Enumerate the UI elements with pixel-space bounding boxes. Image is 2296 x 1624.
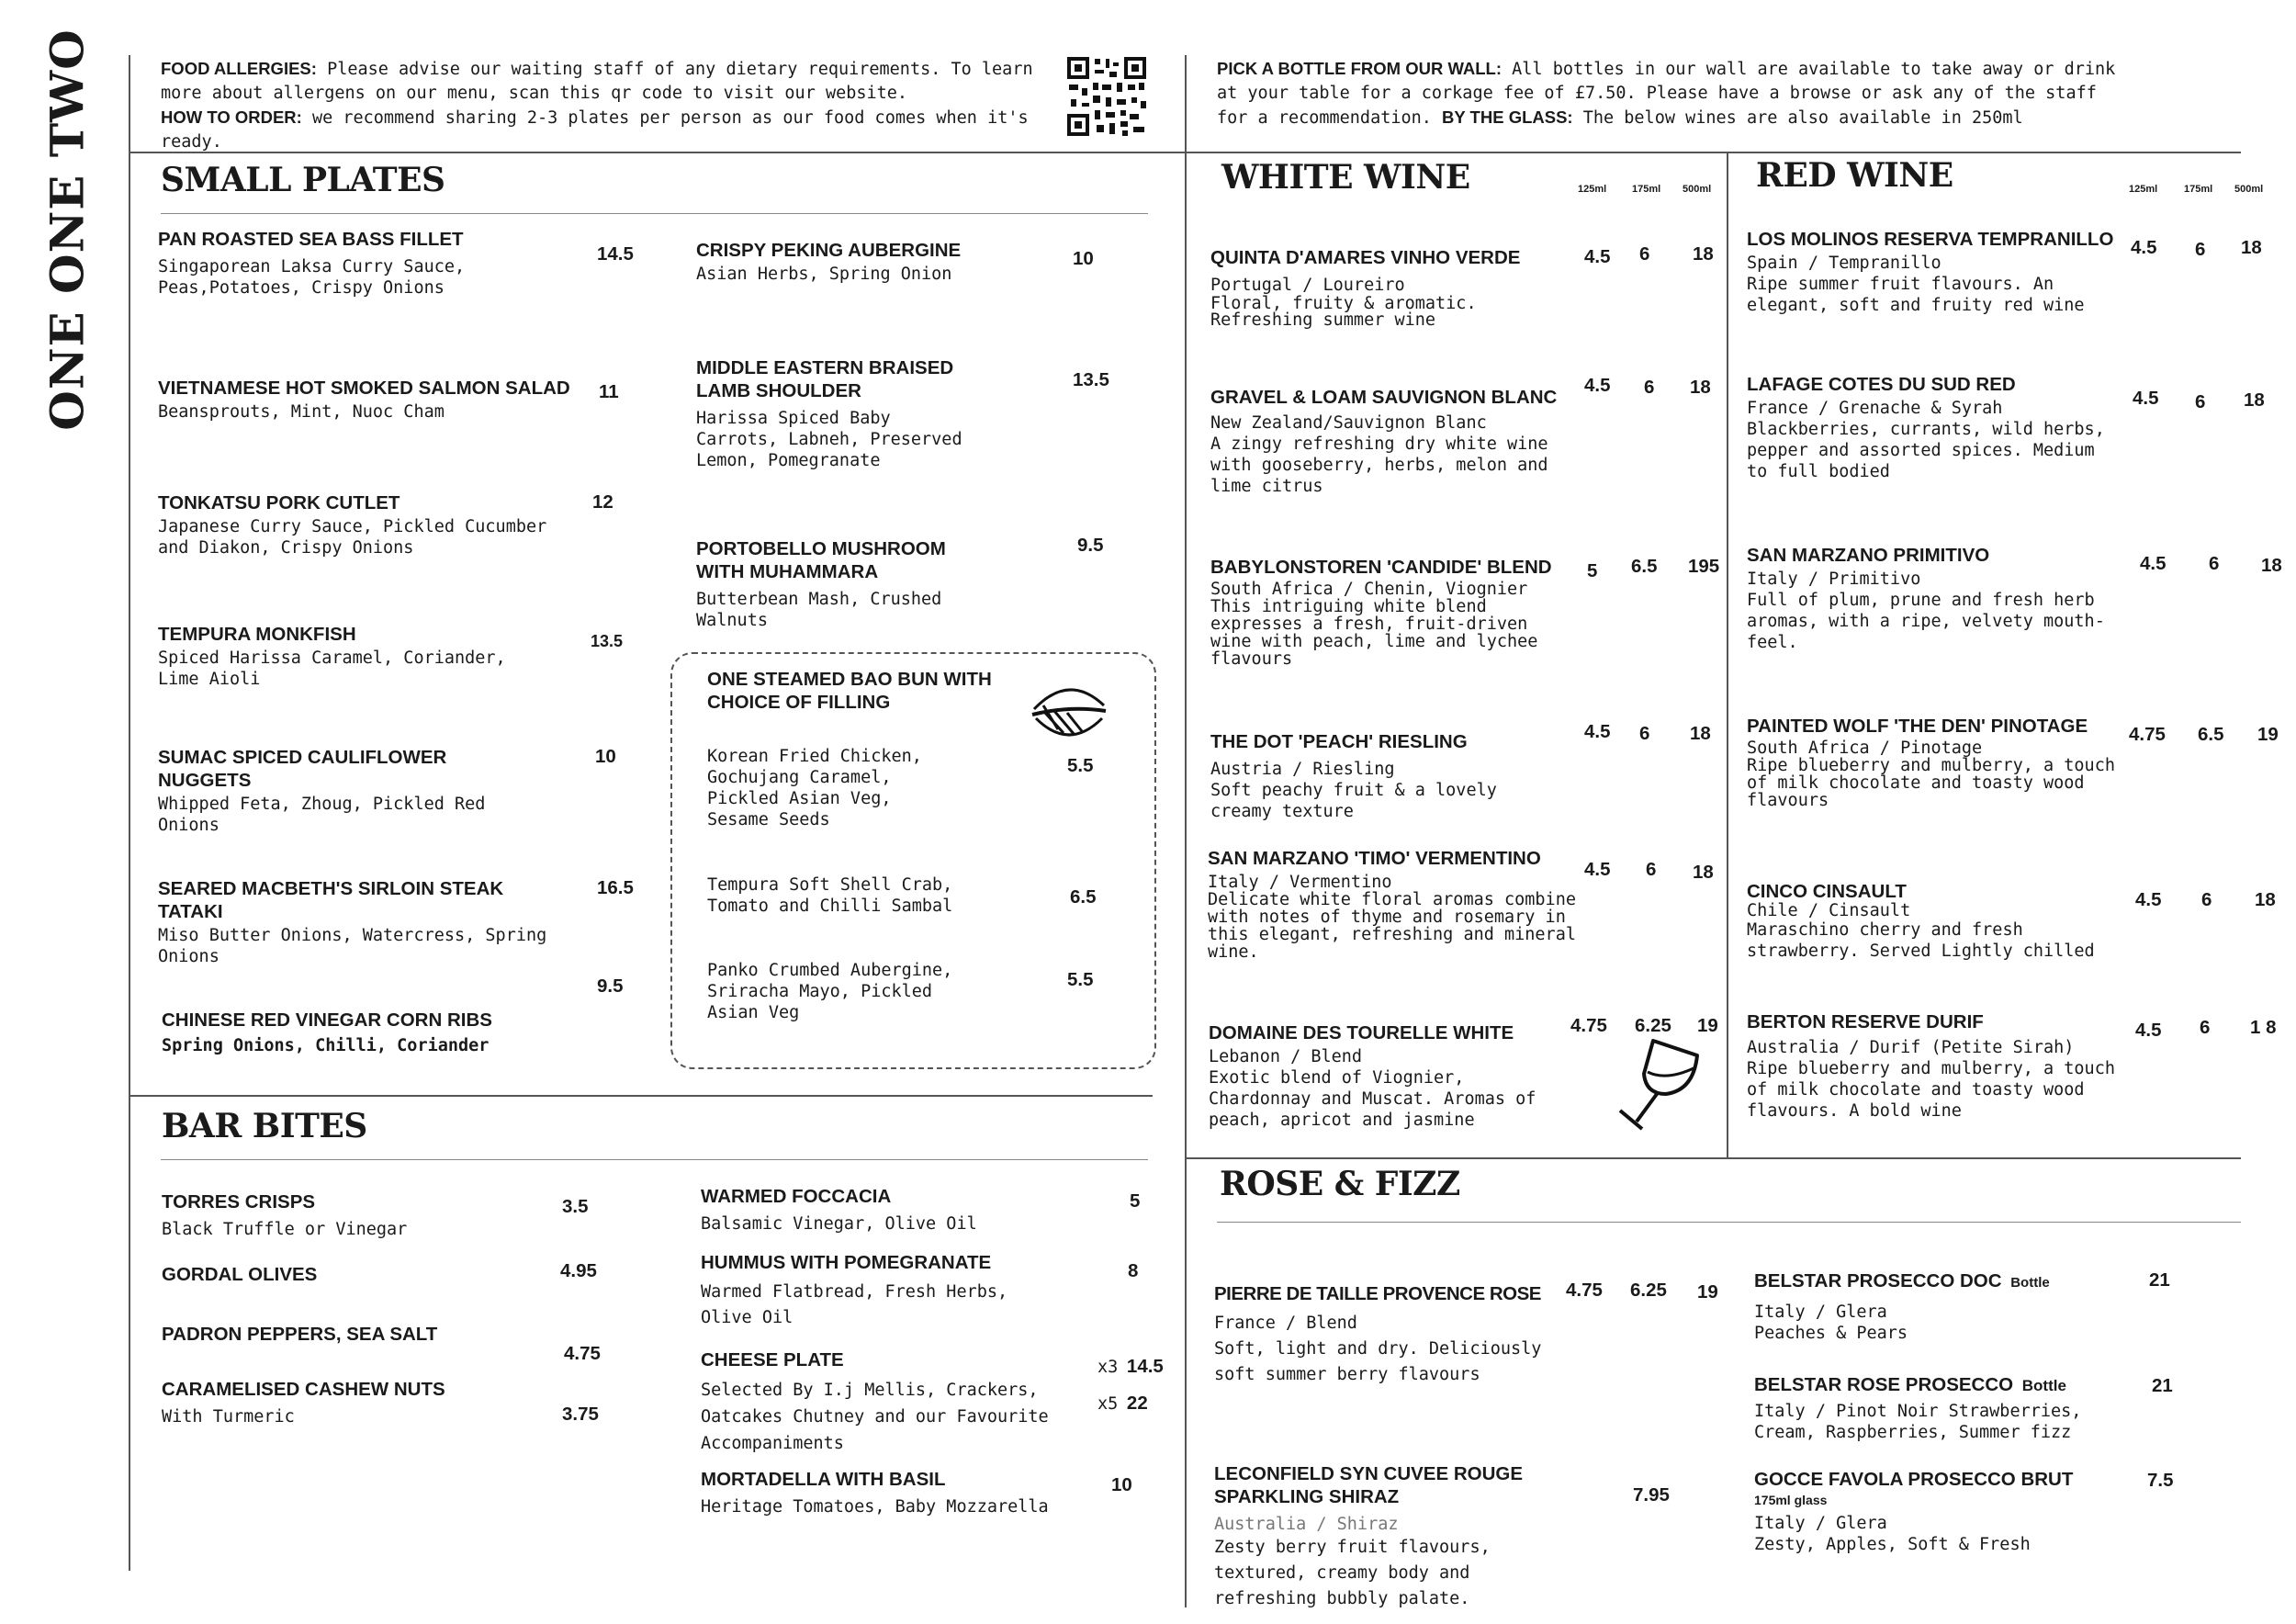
divider	[129, 55, 130, 1571]
section-title-red-wine: RED WINE	[1756, 156, 1953, 195]
wine-desc: Ripe blueberry and mulberry, a touch of milk chocolate and toasty wood flavours. A bold wine	[1747, 1059, 2115, 1121]
price-500: 18	[2255, 889, 2276, 910]
wine-name: DOMAINE DES TOURELLE WHITE	[1209, 1022, 1514, 1043]
item-price: 13.5	[1073, 369, 1109, 390]
wine-tag: 175ml glass	[1754, 1493, 1828, 1507]
item-name: TEMPURA MONKFISH	[158, 624, 356, 645]
wine-name: GRAVEL & LOAM SAUVIGNON BLANC	[1210, 387, 1558, 408]
menu-item	[158, 491, 571, 558]
item-name: CHINESE RED VINEGAR CORN RIBS	[162, 1009, 492, 1031]
item-name: VIETNAMESE HOT SMOKED SALMON SALAD	[158, 378, 570, 399]
bao-option-price: 5.5	[1067, 755, 1094, 776]
price-125: 5	[1587, 560, 1598, 581]
divider	[161, 213, 1148, 214]
price-175: 6	[2209, 553, 2220, 574]
wine-origin: Australia / Shiraz	[1214, 1515, 1399, 1534]
bao-option-price: 6.5	[1070, 886, 1097, 908]
menu-item	[162, 1378, 529, 1427]
price-500: 1 8	[2250, 1017, 2277, 1038]
item-desc: Harissa Spiced Baby Carrots, Labneh, Preserved Lemon, Pomegranate	[696, 409, 962, 470]
price-125: 4.75	[1570, 1015, 1607, 1036]
menu-item	[158, 377, 580, 423]
wine-origin: Chile / Cinsault	[1747, 901, 1911, 920]
item-desc: Asian Herbs, Spring Onion	[696, 265, 952, 284]
wine-name: BABYLONSTOREN 'CANDIDE' BLEND	[1210, 557, 1552, 578]
item-name: MORTADELLA WITH BASIL	[701, 1469, 946, 1490]
price-500: 18	[1690, 377, 1711, 398]
wine-name: BELSTAR ROSE PROSECCO Bottle	[1754, 1374, 2066, 1395]
item-price: 14.5	[597, 243, 634, 265]
item-price: 7.5	[2147, 1470, 2174, 1491]
brand-title: ONE ONE TWO	[39, 28, 95, 431]
price-500: 19	[1697, 1281, 1718, 1303]
item-desc: Japanese Curry Sauce, Pickled Cucumber and Diakon, Crispy Onions	[158, 517, 547, 558]
menu-item	[162, 1190, 529, 1240]
item-desc: Black Truffle or Vinegar	[162, 1220, 408, 1239]
item-desc: Butterbean Mash, Crushed Walnuts	[696, 590, 942, 630]
item-name: GORDAL OLIVES	[162, 1264, 318, 1285]
item-name: CARAMELISED CASHEW NUTS	[162, 1379, 445, 1400]
item-desc: Beansprouts, Mint, Nuoc Cham	[158, 402, 445, 422]
wine-item	[1210, 386, 1569, 497]
item-price: 5	[1130, 1190, 1141, 1212]
price-175: 6	[1639, 723, 1650, 744]
divider	[1185, 1157, 2241, 1159]
size-label: 500ml	[2234, 184, 2264, 195]
item-name: TONKATSU PORK CUTLET	[158, 492, 400, 513]
wine-desc: Cream, Raspberries, Summer fizz	[1754, 1423, 2072, 1442]
wine-name: QUINTA D'AMARES VINHO VERDE	[1210, 247, 1521, 268]
price-500: 18	[2261, 555, 2282, 576]
menu-item	[158, 746, 507, 836]
item-name: SUMAC SPICED CAULIFLOWER NUGGETS	[158, 747, 447, 791]
wine-origin: New Zealand/Sauvignon Blanc	[1210, 413, 1487, 433]
menu-item	[701, 1185, 1068, 1235]
wine-name: BELSTAR PROSECCO DOC Bottle	[1754, 1270, 2050, 1291]
item-price: 12	[592, 491, 613, 513]
item-desc: With Turmeric	[162, 1407, 295, 1427]
bao-option: Tempura Soft Shell Crab, Tomato and Chilli Sambal	[707, 875, 953, 916]
item-price: 16.5	[597, 877, 634, 898]
menu-item	[158, 877, 562, 967]
item-desc: Heritage Tomatoes, Baby Mozzarella	[701, 1497, 1049, 1517]
price-125: 4.5	[2135, 1020, 2162, 1041]
item-price: 9.5	[597, 976, 624, 997]
wine-desc: Zesty berry fruit flavours, textured, creamy body and refreshing bubbly palate.	[1214, 1538, 1491, 1608]
wine-item	[1747, 1010, 2123, 1122]
menu-item	[701, 1251, 1050, 1331]
item-name: PAN ROASTED SEA BASS FILLET	[158, 229, 464, 250]
wine-origin: Lebanon / Blend	[1209, 1047, 1363, 1066]
price-175: 6	[2195, 391, 2206, 412]
item-name: MIDDLE EASTERN BRAISED LAMB SHOULDER	[696, 357, 954, 401]
wine-desc: Full of plum, prune and fresh herb aromas, with a ripe, velvety mouth-feel.	[1747, 591, 2105, 652]
price-500: 18	[2241, 237, 2262, 258]
wine-desc: Floral, fruity & aromatic. Refreshing summer wine	[1210, 294, 1477, 330]
section-title-bar-bites: BAR BITES	[162, 1107, 367, 1145]
item-desc: Miso Butter Onions, Watercress, Spring Onions	[158, 926, 547, 966]
wine-name: LOS MOLINOS RESERVA TEMPRANILLO	[1747, 229, 2114, 250]
item-price: 4.95	[560, 1260, 597, 1281]
wine-item	[1747, 544, 2123, 653]
item-desc: Whipped Feta, Zhoug, Pickled Red Onions	[158, 795, 486, 835]
bottle-wall-notice: PICK A BOTTLE FROM OUR WALL: All bottles in our wall are available to take away or drink at your table for a corkage fee of £7.50. Please have a browse or ask any of the staff for a recommendation. BY THE GLASS: The below wines are also available in 250ml	[1217, 59, 2116, 128]
wine-item	[1747, 373, 2123, 482]
price-175: 6	[1646, 859, 1657, 880]
wine-desc: Soft, light and dry. Deliciously soft summer berry flavours	[1214, 1339, 1542, 1384]
wine-desc: This intriguing white blend expresses a fresh, fruit-driven wine with peach, lime and lychee flavours	[1210, 597, 1538, 669]
bao-option-price: 5.5	[1067, 969, 1094, 990]
wine-desc: Maraschino cherry and fresh strawberry. Served Lightly chilled	[1747, 920, 2095, 961]
allergy-notice: FOOD ALLERGIES: Please advise our waiting staff of any dietary requirements. To learn more about allergens on our menu, scan this qr code to visit our website. HOW TO ORDER: we recommend sharing 2-3 plates per person as our food comes when it's ready.	[161, 59, 1033, 152]
wine-item	[1210, 730, 1559, 822]
price-175: 6.25	[1635, 1015, 1671, 1036]
wine-origin: Portugal / Loureiro	[1210, 276, 1405, 295]
wine-name: PIERRE DE TAILLE PROVENCE ROSE	[1214, 1283, 1541, 1304]
wine-name: BERTON RESERVE DURIF	[1747, 1011, 1984, 1032]
price-125: 4.5	[1584, 721, 1611, 742]
item-desc: Spring Onions, Chilli, Coriander	[162, 1036, 490, 1055]
wine-origin: Austria / Riesling	[1210, 760, 1395, 779]
item-name: WARMED FOCCACIA	[701, 1186, 892, 1207]
item-name: PORTOBELLO MUSHROOM WITH MUHAMMARA	[696, 538, 946, 582]
wine-origin: France / Blend	[1214, 1314, 1357, 1333]
wine-item	[1214, 1282, 1554, 1388]
price-175: 6.5	[1631, 556, 1658, 577]
wine-desc: Zesty, Apples, Soft & Fresh	[1754, 1535, 2031, 1554]
price-175: 6	[1644, 377, 1655, 398]
divider	[1185, 152, 2241, 153]
wine-name: LAFAGE COTES DU SUD RED	[1747, 374, 2016, 395]
wine-desc: Soft peachy fruit & a lovely creamy texture	[1210, 781, 1497, 821]
menu-item	[696, 356, 972, 471]
divider	[1727, 152, 1728, 1157]
divider	[1217, 1222, 2241, 1223]
price-500: 19	[1697, 1015, 1718, 1036]
size-label: 175ml	[1632, 184, 1661, 195]
item-price: 10	[1111, 1474, 1132, 1495]
menu-item	[696, 537, 972, 631]
item-price: x5 22	[1097, 1393, 1148, 1414]
menu-item	[158, 228, 562, 299]
item-price: 3.75	[562, 1404, 599, 1425]
wine-item	[1214, 1462, 1563, 1612]
size-label: 125ml	[1578, 184, 1607, 195]
menu-item	[701, 1468, 1086, 1517]
section-title-rose-fizz: ROSE & FIZZ	[1220, 1165, 1460, 1203]
wine-item	[1754, 1468, 2122, 1555]
item-price: 10	[1073, 248, 1094, 269]
price-500: 19	[2257, 724, 2279, 745]
bao-title: ONE STEAMED BAO BUN WITH CHOICE OF FILLING	[707, 669, 992, 713]
wine-name: PAINTED WOLF 'THE DEN' PINOTAGE	[1747, 716, 2088, 737]
wine-desc: Blackberries, currants, wild herbs, pepper and assorted spices. Medium to full bodied	[1747, 420, 2105, 481]
size-label: 175ml	[2184, 184, 2213, 195]
price-125: 4.75	[2129, 724, 2166, 745]
price-500: 195	[1688, 556, 1720, 577]
wine-item	[1209, 1021, 1576, 1131]
price-125: 4.75	[1566, 1280, 1603, 1301]
menu-item	[696, 239, 1008, 285]
wine-desc: Ripe summer fruit flavours. An elegant, soft and fruity red wine	[1747, 275, 2085, 315]
wine-origin: South Africa / Pinotage	[1747, 739, 1983, 758]
section-title-small-plates: SMALL PLATES	[161, 161, 445, 199]
item-price: 3.5	[562, 1196, 589, 1217]
price-125: 4.5	[2140, 553, 2167, 574]
wine-origin: Italy / Primitivo	[1747, 570, 1921, 589]
item-price: 11	[599, 381, 619, 402]
wine-name: THE DOT 'PEACH' RIESLING	[1210, 731, 1468, 752]
wine-desc: Peaches & Pears	[1754, 1324, 1908, 1343]
wine-item	[1747, 228, 2123, 316]
bao-option: Panko Crumbed Aubergine, Sriracha Mayo, Pickled Asian Veg	[707, 961, 953, 1022]
divider	[161, 1159, 1148, 1160]
wine-desc: Exotic blend of Viognier, Chardonnay and Muscat. Aromas of peach, apricot and jasmine	[1209, 1068, 1536, 1130]
item-desc: Selected By I.j Mellis, Crackers, Oatcakes Chutney and our Favourite Accompaniments	[701, 1381, 1049, 1453]
wine-item	[1210, 556, 1578, 668]
item-desc: Warmed Flatbread, Fresh Herbs, Olive Oil	[701, 1282, 1008, 1327]
item-price: 10	[595, 746, 616, 767]
menu-item	[162, 1009, 602, 1056]
price-175: 6	[1639, 243, 1650, 265]
wine-origin: Italy / Glera	[1754, 1514, 1887, 1533]
price-175: 6	[2201, 889, 2212, 910]
price-500: 18	[2244, 389, 2265, 411]
wine-desc: A zingy refreshing dry white wine with gooseberry, herbs, melon and lime citrus	[1210, 434, 1548, 496]
section-title-white-wine: WHITE WINE	[1221, 158, 1470, 197]
price-500: 18	[1690, 723, 1711, 744]
wine-name: GOCCE FAVOLA PROSECCO BRUT	[1754, 1469, 2074, 1490]
item-name: CHEESE PLATE	[701, 1349, 844, 1370]
price-500: 18	[1693, 862, 1714, 883]
item-name: TORRES CRISPS	[162, 1191, 316, 1212]
wine-glass-icon	[1609, 1033, 1710, 1134]
divider	[1185, 55, 1187, 1607]
price-125: 4.5	[2131, 237, 2157, 258]
price-125: 4.5	[1584, 375, 1611, 396]
wine-origin: Australia / Durif (Petite Sirah)	[1747, 1038, 2075, 1057]
price-175: 6	[2200, 1017, 2211, 1038]
wine-item	[1747, 880, 2133, 962]
bao-bun-icon	[1027, 678, 1111, 744]
item-desc: Singaporean Laksa Curry Sauce, Peas,Potatoes, Crispy Onions	[158, 257, 466, 298]
size-label: 500ml	[1683, 184, 1712, 195]
item-price: 13.5	[591, 632, 624, 650]
item-desc: Spiced Harissa Caramel, Coriander, Lime Aioli	[158, 648, 506, 689]
item-name: CRISPY PEKING AUBERGINE	[696, 240, 962, 261]
bao-option: Korean Fried Chicken, Gochujang Caramel, Pickled Asian Veg, Sesame Seeds	[707, 747, 922, 829]
wine-origin: Italy / Glera	[1754, 1303, 1887, 1322]
price-125: 4.5	[1584, 859, 1611, 880]
wine-origin: France / Grenache & Syrah	[1747, 399, 2003, 418]
wine-desc: Ripe blueberry and mulberry, a touch of milk chocolate and toasty wood flavours	[1747, 756, 2115, 810]
wine-name: CINCO CINSAULT	[1747, 881, 1907, 902]
menu-item	[158, 623, 544, 690]
wine-name: LECONFIELD SYN CUVEE ROUGE SPARKLING SHIRAZ	[1214, 1463, 1524, 1507]
item-price: 8	[1128, 1260, 1139, 1281]
price-500: 18	[1693, 243, 1714, 265]
item-name: HUMMUS WITH POMEGRANATE	[701, 1252, 992, 1273]
item-price: 21	[2152, 1375, 2173, 1396]
price-175: 6.5	[2198, 724, 2224, 745]
size-label: 125ml	[2129, 184, 2158, 195]
divider	[129, 1095, 1153, 1097]
wine-origin: South Africa / Chenin, Viognier	[1210, 580, 1528, 599]
item-name: PADRON PEPPERS, SEA SALT	[162, 1324, 438, 1345]
wine-item	[1754, 1373, 2140, 1443]
item-price: x3 14.5	[1097, 1356, 1164, 1377]
wine-origin: Spain / Tempranillo	[1747, 254, 1941, 273]
wine-name: SAN MARZANO PRIMITIVO	[1747, 545, 1990, 566]
wine-item	[1210, 246, 1578, 329]
menu-item	[701, 1348, 1086, 1457]
price-175: 6	[2195, 239, 2206, 260]
price-125: 4.5	[1584, 246, 1611, 267]
wine-name: SAN MARZANO 'TIMO' VERMENTINO	[1208, 848, 1541, 869]
item-desc: Balsamic Vinegar, Olive Oil	[701, 1214, 977, 1234]
item-price: 21	[2149, 1269, 2170, 1291]
qr-code-icon[interactable]	[1065, 55, 1148, 138]
wine-origin: Italy / Vermentino	[1208, 873, 1392, 892]
item-price: 4.75	[564, 1343, 601, 1364]
item-price: 7.95	[1633, 1484, 1670, 1506]
wine-item	[1754, 1269, 2122, 1344]
item-name: SEARED MACBETH'S SIRLOIN STEAK TATAKI	[158, 878, 504, 922]
wine-origin: Italy / Pinot Noir Strawberries,	[1754, 1402, 2082, 1421]
item-price: 9.5	[1077, 535, 1104, 556]
price-125: 4.5	[2135, 889, 2162, 910]
price-175: 6.25	[1630, 1280, 1667, 1301]
wine-desc: Delicate white floral aromas combine with notes of thyme and rosemary in this elegant, refreshing and mineral wine.	[1208, 890, 1576, 962]
wine-item	[1208, 847, 1584, 961]
price-125: 4.5	[2133, 388, 2159, 409]
wine-item	[1747, 715, 2123, 809]
